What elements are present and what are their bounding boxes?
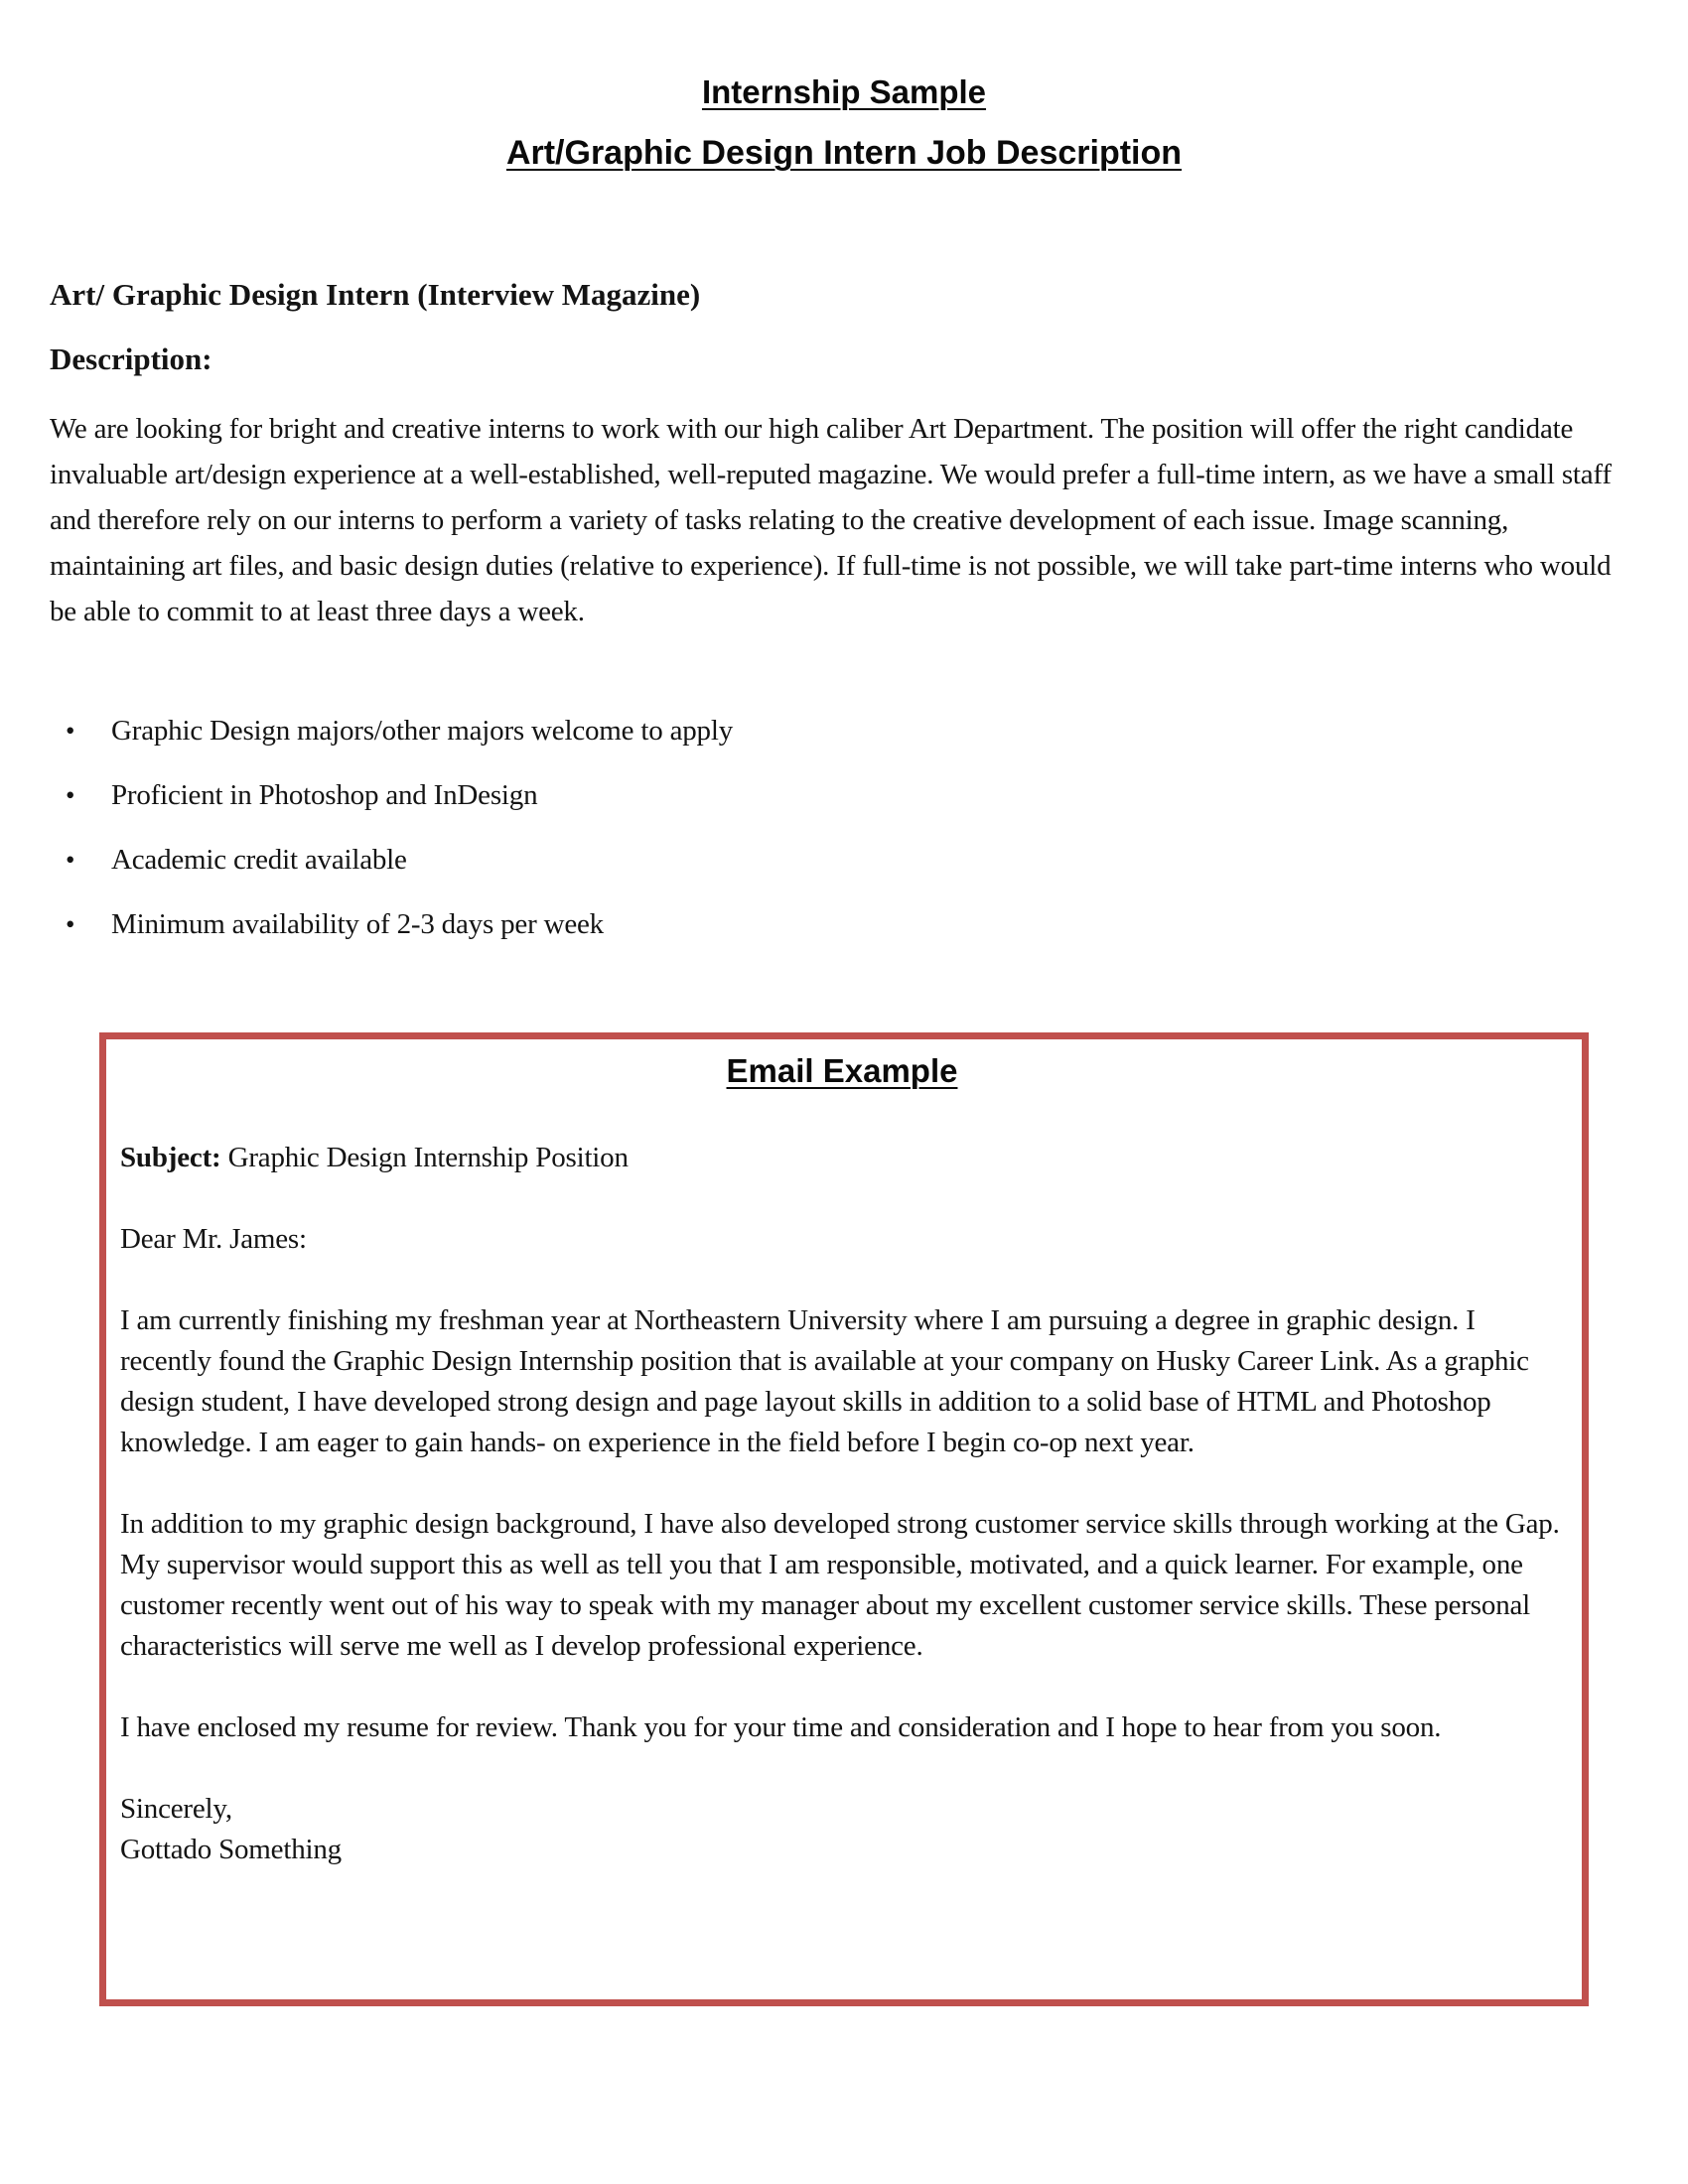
subject-line <box>120 1138 1564 1178</box>
bullet-icon: • <box>66 909 75 940</box>
subject-label: Subject: <box>120 1141 221 1173</box>
email-example-title <box>120 1049 1564 1094</box>
email-paragraph-1: I am currently finishing my freshman year at Northeastern University where I am pursuing a degree in graphic design. I recently found the Graphic Design Internship position that is available at your company on Husky Career Link. As a graphic design student, I have developed strong design and page layout skills in addition to a solid base of HTML and Photoshop knowledge. I am eager to gain hands- on experience in the field before I begin co-op next year. <box>120 1303 1529 1458</box>
email-example-box <box>99 1032 1589 2006</box>
closing: Sincerely, <box>120 1792 232 1825</box>
email-paragraph-2: In addition to my graphic design background, I have also developed strong customer service skills through working at the Gap. My supervisor would support this as well as tell you that I am responsible, motivated, and a quick learner. For example, one customer recently went out of his way to speak with my manager about my excellent customer service skills. These personal characteristics will serve me well as I develop professional experience. <box>120 1507 1560 1662</box>
email-example-title-text: Email Example <box>726 1052 958 1090</box>
internship-sample-title-text: Internship Sample <box>701 73 987 110</box>
job-heading: Art/ Graphic Design Intern (Interview Magazine) <box>50 276 701 312</box>
requirement-item-text: Graphic Design majors/other majors welcome to apply <box>111 715 734 748</box>
job-description-title <box>0 132 1688 175</box>
requirement-item-text: Minimum availability of 2-3 days per week <box>111 908 604 941</box>
requirement-item <box>50 708 1640 753</box>
description-paragraph: We are looking for bright and creative interns to work with our high caliber Art Department. The position will offer the right candidate invaluable art/design experience at a well-established, well-reputed magazine. We would prefer a full-time intern, as we have a small staff and therefore rely on our interns to perform a variety of tasks relating to the creative development of each issue. Image scanning, maintaining art files, and basic design duties (relative to experience). If full-time is not possible, we will take part-time interns who would be able to commit to at least three days a week. <box>50 413 1612 628</box>
requirement-item-text: Academic credit available <box>111 844 407 877</box>
internship-sample-title <box>0 0 1688 112</box>
requirement-item <box>50 901 1640 947</box>
job-description-section <box>50 276 1640 948</box>
subject-value: Graphic Design Internship Position <box>227 1141 629 1173</box>
email-paragraph-3: I have enclosed my resume for review. Thank you for your time and consideration and I hope to hear from you soon. <box>120 1710 1442 1743</box>
description-label: Description: <box>50 341 212 376</box>
job-description-title-text: Art/Graphic Design Intern Job Description <box>505 134 1183 173</box>
bullet-icon: • <box>66 780 75 811</box>
requirement-item-text: Proficient in Photoshop and InDesign <box>111 779 538 812</box>
requirement-item <box>50 837 1640 883</box>
salutation: Dear Mr. James: <box>120 1222 307 1255</box>
signature: Gottado Something <box>120 1833 342 1865</box>
email-body <box>120 1138 1564 1870</box>
bullet-icon: • <box>66 716 75 747</box>
requirement-item <box>50 772 1640 818</box>
requirements-list <box>50 708 1640 947</box>
bullet-icon: • <box>66 845 75 876</box>
